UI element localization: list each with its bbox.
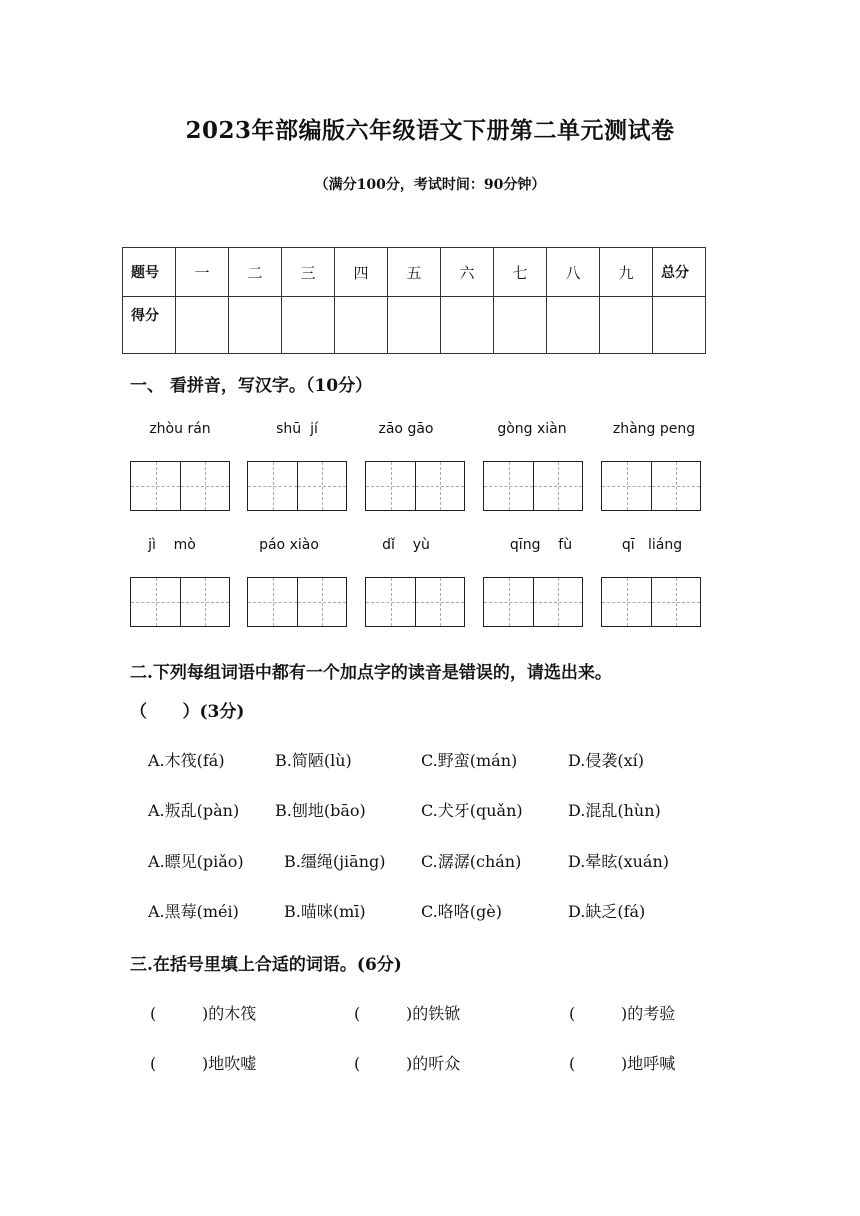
score-cell[interactable] bbox=[282, 297, 335, 354]
writing-grid[interactable] bbox=[365, 577, 465, 627]
score-table-row-label: 得分 bbox=[123, 297, 176, 354]
pinyin-label: páo xiào bbox=[259, 537, 319, 553]
option-b: B.喵咪(mī) bbox=[284, 902, 366, 921]
writing-grid[interactable] bbox=[483, 577, 583, 627]
option-b: B.刨地(bāo) bbox=[275, 801, 366, 820]
writing-grid[interactable] bbox=[601, 577, 701, 627]
option-c: C.咯咯(gè) bbox=[421, 902, 502, 921]
pinyin-label: qī liáng bbox=[621, 537, 683, 553]
section3-heading: 三.在括号里填上合适的词语。(6分) bbox=[130, 955, 402, 975]
option-a: A.叛乱(pàn) bbox=[148, 801, 240, 820]
fill-blank-item[interactable]: ( )地呼喊 bbox=[569, 1054, 676, 1073]
writing-grid[interactable] bbox=[483, 461, 583, 511]
section1-heading: 一、 看拼音，写汉字。（10分） bbox=[130, 376, 373, 396]
pinyin-label: shū jí bbox=[276, 421, 318, 437]
pinyin-label: zāo gāo bbox=[378, 421, 434, 437]
score-table-col: 五 bbox=[388, 248, 441, 297]
writing-grid[interactable] bbox=[601, 461, 701, 511]
pinyin-label: zhàng peng bbox=[612, 421, 696, 437]
option-b: B.缰绳(jiāng) bbox=[284, 852, 386, 871]
score-table-score-row bbox=[123, 297, 706, 354]
score-table-row-label: 题号 bbox=[123, 248, 176, 297]
score-table-col: 总分 bbox=[653, 248, 706, 297]
score-cell[interactable] bbox=[229, 297, 282, 354]
fill-blank-item[interactable]: ( )的听众 bbox=[354, 1054, 461, 1073]
score-table-col: 四 bbox=[335, 248, 388, 297]
option-d: D.侵袭(xí) bbox=[568, 751, 644, 770]
option-d: D.缺乏(fá) bbox=[568, 902, 646, 921]
fill-blank-item[interactable]: ( )的木筏 bbox=[150, 1004, 257, 1023]
option-d: D.晕眩(xuán) bbox=[568, 852, 670, 871]
score-table-col: 二 bbox=[229, 248, 282, 297]
option-d: D.混乱(hùn) bbox=[568, 801, 661, 820]
option-c: C.犬牙(quǎn) bbox=[421, 801, 523, 820]
option-c: C.潺潺(chán) bbox=[421, 852, 522, 871]
option-c: C.野蛮(mán) bbox=[421, 751, 518, 770]
score-table bbox=[122, 247, 706, 354]
page-title: 2023年部编版六年级语文下册第二单元测试卷 bbox=[185, 117, 675, 144]
score-table-col: 九 bbox=[600, 248, 653, 297]
writing-grid[interactable] bbox=[247, 461, 347, 511]
score-cell[interactable] bbox=[335, 297, 388, 354]
section2-heading: 二.下列每组词语中都有一个加点字的读音是错误的，请选出来。 bbox=[130, 663, 612, 683]
section2-answer-blank: （ ）(3分) bbox=[130, 702, 245, 722]
pinyin-label: zhòu rán bbox=[149, 421, 211, 437]
writing-grid[interactable] bbox=[130, 461, 230, 511]
pinyin-label: gòng xiàn bbox=[497, 421, 567, 437]
option-a: A.瞟见(piǎo) bbox=[148, 852, 244, 871]
fill-blank-item[interactable]: ( )地吹嘘 bbox=[150, 1054, 257, 1073]
writing-grid[interactable] bbox=[365, 461, 465, 511]
fill-blank-item[interactable]: ( )的考验 bbox=[569, 1004, 676, 1023]
score-table-col: 八 bbox=[547, 248, 600, 297]
writing-grid[interactable] bbox=[130, 577, 230, 627]
score-cell[interactable] bbox=[388, 297, 441, 354]
pinyin-label: jì mò bbox=[148, 537, 196, 553]
score-table-col: 六 bbox=[441, 248, 494, 297]
score-cell[interactable] bbox=[176, 297, 229, 354]
pinyin-label: qīng fù bbox=[509, 537, 573, 553]
score-table-col: 七 bbox=[494, 248, 547, 297]
pinyin-label: dǐ yù bbox=[382, 537, 430, 553]
score-cell[interactable] bbox=[494, 297, 547, 354]
score-table-header-row bbox=[123, 248, 706, 297]
fill-blank-item[interactable]: ( )的铁锨 bbox=[354, 1004, 461, 1023]
option-a: A.木筏(fá) bbox=[148, 751, 225, 770]
option-b: B.简陋(lù) bbox=[275, 751, 352, 770]
page-subtitle: （满分100分，考试时间：90分钟） bbox=[314, 177, 546, 193]
score-cell[interactable] bbox=[600, 297, 653, 354]
score-cell[interactable] bbox=[547, 297, 600, 354]
score-table-col: 三 bbox=[282, 248, 335, 297]
option-a: A.黑莓(méi) bbox=[148, 902, 239, 921]
score-cell[interactable] bbox=[441, 297, 494, 354]
score-cell[interactable] bbox=[653, 297, 706, 354]
writing-grid[interactable] bbox=[247, 577, 347, 627]
score-table-col: 一 bbox=[176, 248, 229, 297]
